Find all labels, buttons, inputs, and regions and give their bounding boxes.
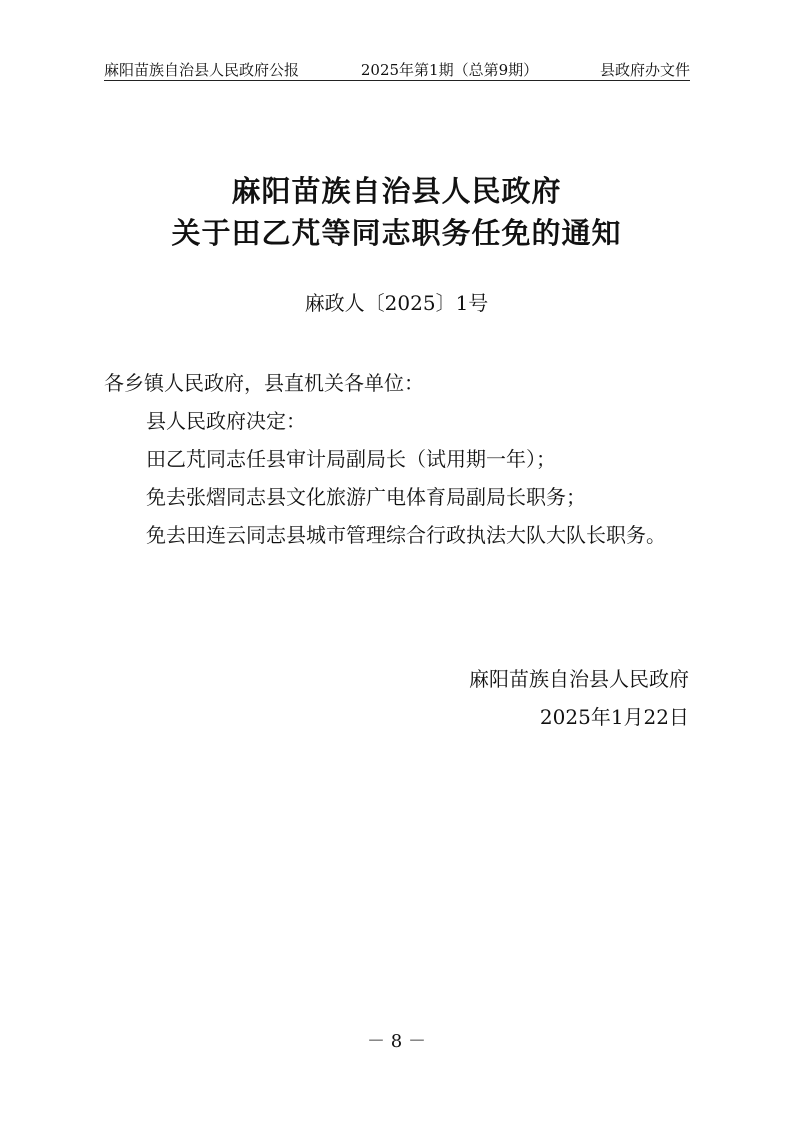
document-body [104, 364, 690, 554]
issuer-name: 麻阳苗族自治县人民政府 [469, 667, 689, 691]
document-number: 麻政人〔2025〕1号 [304, 291, 489, 315]
title-line-1: 麻阳苗族自治县人民政府 [231, 174, 562, 208]
page-number: － 8 － [367, 1031, 426, 1052]
header-divider [104, 80, 690, 81]
header-issue: 2025年第1期（总第9期） [360, 61, 539, 79]
issue-date: 2025年1月22日 [539, 705, 689, 729]
header-publication: 麻阳苗族自治县人民政府公报 [104, 61, 300, 79]
signature-block [289, 660, 689, 736]
page-header [104, 56, 690, 80]
body-paragraph: 县人民政府决定： [146, 409, 306, 433]
document-title [0, 170, 793, 254]
title-line-2: 关于田乙芃等同志职务任免的通知 [171, 216, 622, 250]
body-paragraph: 免去田连云同志县城市管理综合行政执法大队大队长职务。 [146, 523, 666, 547]
body-paragraph: 田乙芃同志任县审计局副局长（试用期一年）； [146, 447, 556, 471]
body-paragraph: 免去张熠同志县文化旅游广电体育局副局长职务； [146, 485, 586, 509]
header-category: 县政府办文件 [599, 61, 690, 79]
salutation: 各乡镇人民政府，县直机关各单位： [104, 371, 424, 395]
